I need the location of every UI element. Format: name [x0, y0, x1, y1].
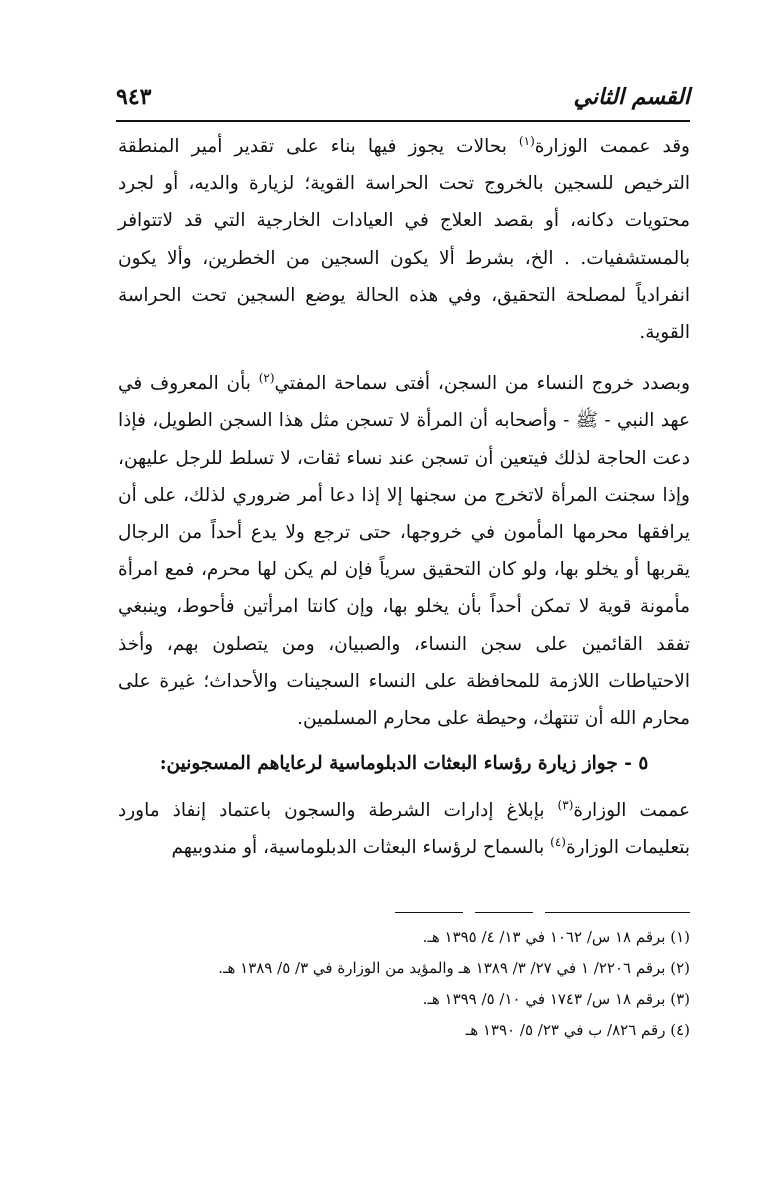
paragraph-text: بإبلاغ إدارات الشرطة والسجون باعتماد إنفاذ ماورد بتعليمات الوزارة [118, 800, 690, 859]
footnote-ref-3[interactable]: (٣) [557, 798, 574, 813]
footnotes [160, 922, 690, 1046]
paragraph-text: وقد عممت الوزارة [534, 136, 690, 157]
footnote-ref-4[interactable]: (٤) [550, 835, 566, 850]
paragraph-text: عممت الوزارة [573, 800, 690, 822]
paragraph-text: وبصدد خروج النساء من السجن، أفتى سماحة المفتي [274, 373, 691, 395]
footnote-1: (١) برقم ١٨ س/ ١٠٦٢ في ١٣/ ٤/ ١٣٩٥ هـ. [422, 928, 690, 946]
header-rule [116, 120, 690, 122]
main-text [118, 128, 690, 867]
footnote-4: (٤) رقم ٨٢٦/ ب في ٢٣/ ٥/ ١٣٩٠ هـ [465, 1021, 690, 1039]
footnote-ref-2[interactable]: (٢) [258, 371, 275, 386]
paragraph-text: بحالات يجوز فيها بناء على تقدير أمير المنطقة الترخيص للسجين بالخروج تحت الحراسة القوية؛ لزيارة والديه، أو لجرد محتويات دكانه، أو بقصد العلاج في العيادات الخارجية التي قد لاتتوافر بالمستشفيات. . الخ، بشرط ألا يكون السجين من الخطرين، وألا يكون انفرادياً لمصلحة التحقيق، وفي هذه الحالة يوضع السجين تحت الحراسة القوية. [118, 136, 690, 344]
section-heading: ٥ - جواز زيارة رؤساء البعثات الدبلوماسية لرعاياهم المسجونين: [159, 753, 649, 775]
page-number: ٩٤٣ [116, 84, 152, 110]
running-header [116, 78, 690, 122]
footnote-ref-1[interactable]: (١) [518, 133, 535, 148]
footnote-separator [395, 906, 690, 920]
paragraph-women-fatwa [118, 365, 690, 737]
footnote-2: (٢) برقم ٢٢٠٦/ ١ في ٢٧/ ٣/ ١٣٨٩ هـ والمؤيد من الوزارة في ٣/ ٥/ ١٣٨٩ هـ. [218, 959, 690, 977]
paragraph-diplomatic-visits [118, 792, 690, 866]
section-title: القسم الثاني [573, 84, 690, 110]
paragraph-text: بأن المعروف في عهد النبي - ﷺ - وأصحابه أن المرأة لا تسجن مثل هذا السجن الطويل، فإذا دعت الحاجة لذلك فيتعين أن تسجن عند نساء ثقات، لا تسلط للرجل عليهن، وإذا سجنت المرأة لاتخرج من سجنها إلا إذا دعا أمر ضروري لذلك، على أن يرافقها محرمها المأمون في خروجها، حتى ترجع ولا يدع أحداً من الرجال يقربها أو يخلو بها، ولو كان التحقيق سرياً فإن لم يكن لها محرم، فمع امرأة مأمونة قوية لا تمكن أحداً بأن يخلو بها، وإن كانتا امرأتين فأحوط، وينبغي تفقد القائمين على سجن النساء، والصبيان، ومن يتصلون بهم، وأخذ الاحتياطات اللازمة للمحافظة على النساء السجينات والأحداث؛ غيرة على محارم الله أن تنتهك، وحيطة على محارم المسلمين. [118, 373, 690, 730]
paragraph-text: بالسماح لرؤساء البعثات الدبلوماسية، أو مندوبيهم [171, 837, 551, 859]
footnote-3: (٣) برقم ١٨ س/ ١٧٤٣ في ١٠/ ٥/ ١٣٩٩ هـ. [422, 990, 690, 1008]
paragraph-ministry-exceptions [118, 128, 690, 351]
